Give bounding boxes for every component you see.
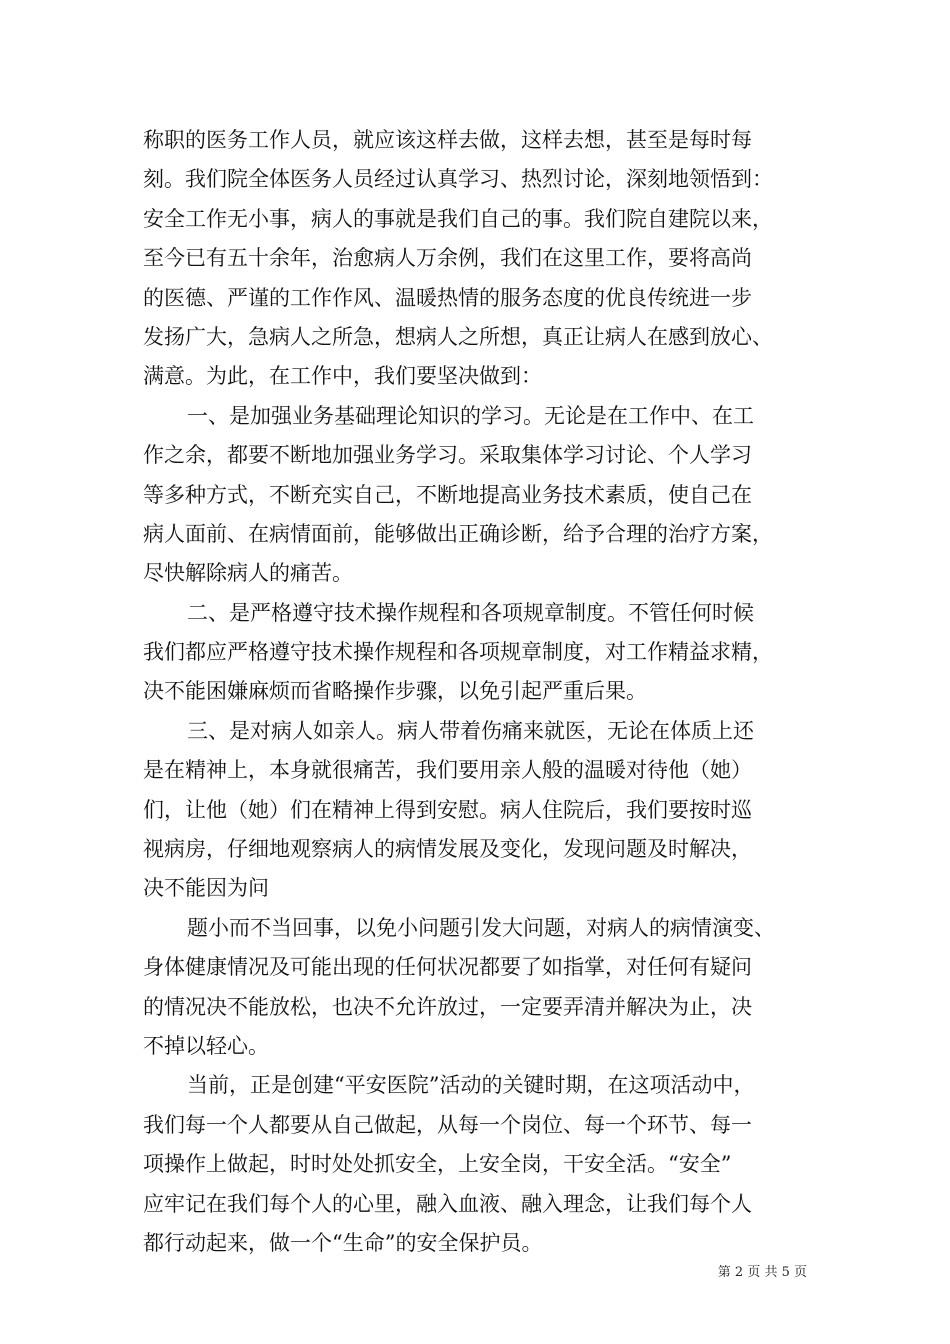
text-line: 不掉以轻心。 [143, 1033, 269, 1058]
text-line: 病人面前、在病情面前，能够做出正确诊断，给予合理的治疗方案， [143, 521, 773, 546]
paragraph-first-line: 当前，正是创建“平安医院”活动的关键时期，在这项活动中， [187, 1073, 755, 1098]
text-line: 我们每一个人都要从自己做起，从每一个岗位、每一个环节、每一 [143, 1112, 752, 1137]
text-line: 应牢记在我们每个人的心里，融入血液、融入理念，让我们每个人 [143, 1191, 752, 1216]
text-line: 作之余，都要不断地加强业务学习。采取集体学习讨论、个人学习 [143, 443, 752, 468]
text-line: 身体健康情况及可能出现的任何状况都要了如指掌，对任何有疑问 [143, 955, 752, 980]
text-line: 至今已有五十余年，治愈病人万余例，我们在这里工作，要将高尚 [143, 246, 752, 271]
text-line: 安全工作无小事，病人的事就是我们自己的事。我们院自建院以来， [143, 206, 773, 231]
text-line: 视病房，仔细地观察病人的病情发展及变化，发现问题及时解决， [143, 837, 752, 862]
text-line: 项操作上做起，时时处处抓安全，上安全岗，干安全活。“安全” [143, 1152, 732, 1177]
paragraph-first-line: 题小而不当回事，以免小问题引发大问题，对病人的病情演变、 [187, 915, 775, 940]
paragraph-first-line: 一、是加强业务基础理论知识的学习。无论是在工作中、在工 [187, 403, 754, 428]
text-line: 我们都应严格遵守技术操作规程和各项规章制度，对工作精益求精， [143, 640, 773, 665]
text-line: 的情况决不能放松，也决不允许放过，一定要弄清并解决为止，决 [143, 994, 752, 1019]
page-number-footer: 第 2 页 共 5 页 [717, 1265, 807, 1280]
text-line: 都行动起来，做一个“生命”的安全保护员。 [143, 1230, 543, 1255]
text-line: 是在精神上，本身就很痛苦，我们要用亲人般的温暖对待他（她） [143, 758, 752, 783]
text-line: 称职的医务工作人员，就应该这样去做，这样去想，甚至是每时每 [143, 128, 752, 152]
text-line: 的医德、严谨的工作作风、温暖热情的服务态度的优良传统进一步 [143, 285, 752, 310]
text-line: 决不能困嫌麻烦而省略操作步骤，以免引起严重后果。 [143, 679, 647, 704]
text-line: 尽快解除病人的痛苦。 [143, 561, 353, 586]
text-line: 发扬广大，急病人之所急，想病人之所想，真正让病人在感到放心、 [143, 324, 773, 349]
text-line: 满意。为此，在工作中，我们要坚决做到： [143, 364, 542, 389]
paragraph-first-line: 三、是对病人如亲人。病人带着伤痛来就医，无论在体质上还 [187, 718, 754, 743]
text-line: 决不能因为问 [143, 876, 269, 901]
paragraph-first-line: 二、是严格遵守技术操作规程和各项规章制度。不管任何时候 [187, 600, 754, 625]
document-body [143, 121, 823, 1263]
text-line: 等多种方式，不断充实自己，不断地提高业务技术素质，使自己在 [143, 482, 752, 507]
text-line: 们，让他（她）们在精神上得到安慰。病人住院后，我们要按时巡 [143, 797, 752, 822]
text-line: 刻。我们院全体医务人员经过认真学习、热烈讨论，深刻地领悟到： [143, 167, 773, 192]
